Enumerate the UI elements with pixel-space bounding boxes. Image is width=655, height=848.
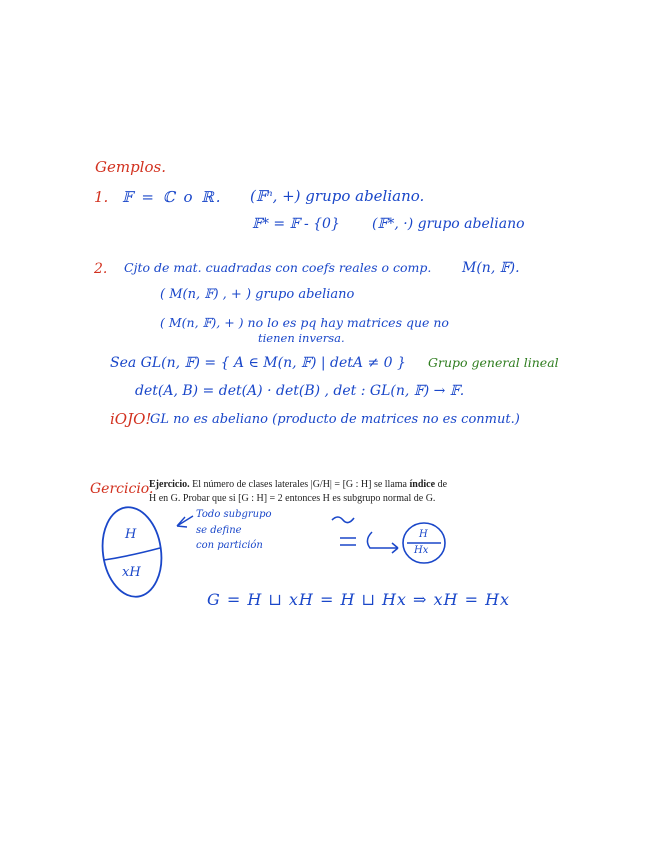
ejercicio-text1: El número de clases laterales |G/H| = [G : H] se llama — [192, 479, 407, 490]
ejercicio-line2: H en G. Probar que si [G : H] = 2 entonces H es subgrupo normal de G. — [149, 492, 436, 504]
item1-number: 1. — [94, 188, 109, 206]
item1-star-group: (𝔽*, ·) grupo abeliano — [372, 216, 525, 232]
hook-arrow — [367, 532, 398, 553]
item2-line2: ( M(n, 𝔽) , + ) grupo abeliano — [160, 287, 355, 302]
group-ellipse — [97, 503, 167, 600]
partition-line — [104, 548, 160, 560]
det-property: det(A, B) = det(A) · det(B) , det : GL(n, 𝔽) → 𝔽. — [135, 383, 465, 399]
coset-equation: G = H ⊔ xH = H ⊔ Hx ⇒ xH = Hx — [207, 590, 511, 609]
item2-line4: tienen inversa. — [258, 331, 345, 345]
gl-name-note: Grupo general lineal — [428, 355, 559, 370]
ejemplos-heading: Gemplos. — [95, 158, 166, 176]
diagram-label-h: H — [125, 527, 137, 542]
ojo-label: iOJO! — [110, 410, 152, 428]
tilde-mark — [332, 517, 354, 523]
annotation-line2: se define — [196, 525, 242, 536]
mini-label-hx: Hx — [414, 545, 429, 556]
item1-star-def: 𝔽* = 𝔽 - {0} — [252, 216, 340, 232]
item2-line1: Cjto de mat. cuadradas con coefs reales o comp. — [124, 260, 432, 275]
ejercicio-title: Ejercicio. — [149, 479, 190, 490]
item2-notation: M(n, 𝔽). — [462, 260, 520, 276]
equivalence-mark — [340, 538, 356, 545]
annotation-arrow — [177, 516, 193, 527]
item2-line3: ( M(n, 𝔽), + ) no lo es pq hay matrices que no — [160, 315, 449, 330]
item2-number: 2. — [94, 261, 108, 277]
annotation-line3: con partición — [196, 540, 263, 551]
gl-definition: Sea GL(n, 𝔽) = { A ∈ M(n, 𝔽) | detA ≠ 0 } — [110, 355, 406, 371]
annotation-line1: Todo subgrupo — [196, 509, 272, 520]
item1-field: 𝔽 = ℂ o ℝ. — [122, 188, 223, 206]
ojo-text: GL no es abeliano (producto de matrices no es conmut.) — [150, 412, 520, 427]
ejercicio-bold-word: índice — [409, 479, 436, 490]
item1-group: (𝔽ⁿ, +) grupo abeliano. — [250, 187, 425, 205]
ejercicio-text2: de — [437, 479, 448, 490]
diagram-label-xh: xH — [122, 565, 141, 580]
ejercicio-margin-label: Gercicio. — [90, 481, 154, 497]
mini-label-h: H — [419, 529, 428, 540]
